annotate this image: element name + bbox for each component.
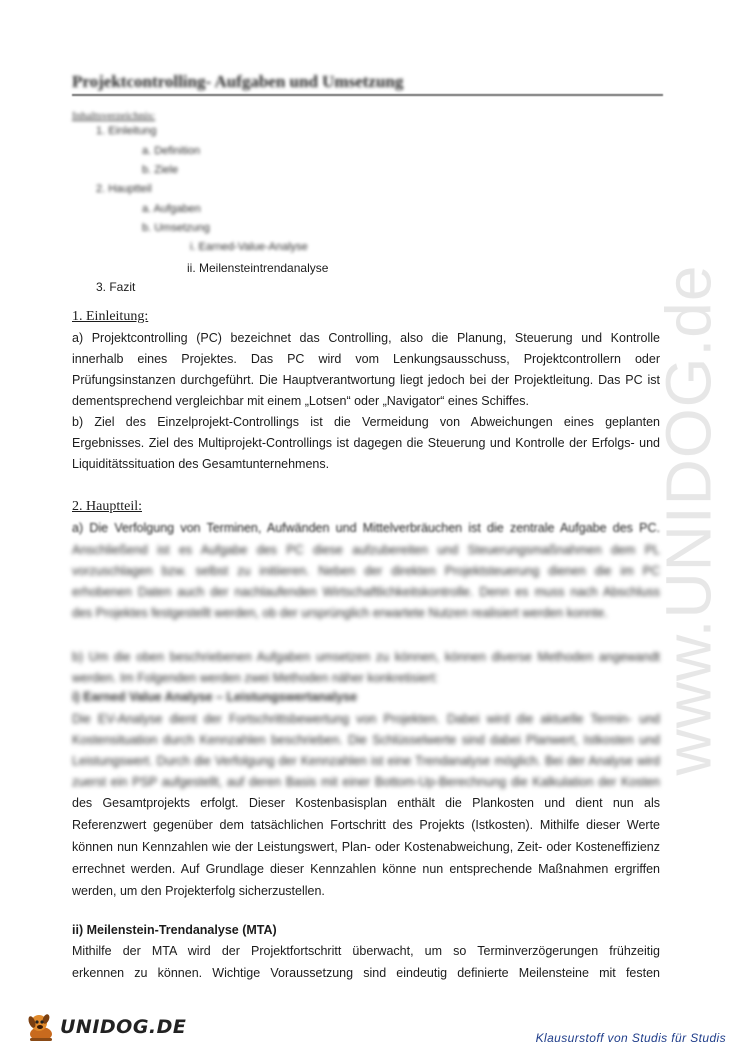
- paragraph-line: Leistungswert. Durch die Verfolgung der Kennzahlen ist eine Trendanalyse möglich. Bei der Analyse wird: [72, 754, 660, 768]
- paragraph-line: Ergebnisses. Ziel des Multiprojekt-Controllings ist dagegen die Steuerung und Kontrolle der Erfolgs- und: [72, 436, 660, 450]
- paragraph-line: zuerst ein PSP aufgestellt, auf deren Basis mit einer Bottom-Up-Berechnung die Kalkulation der Kosten: [72, 775, 660, 789]
- paragraph-line: Prüfungsinstanzen durchgeführt. Die Hauptverantwortung liegt jedoch bei der Projektleitung. Das PC ist: [72, 373, 660, 387]
- paragraph-line: b) Um die oben beschriebenen Aufgaben umsetzen zu können, können diverse Methoden angewandt: [72, 650, 660, 664]
- paragraph-line: b) Ziel des Einzelprojekt-Controllings ist die Vermeidung von Abweichungen eines geplanten: [72, 415, 660, 429]
- toc-heading: Inhaltsverzeichnis:: [72, 110, 156, 122]
- paragraph-line: des Projektes festgestellt werden, ob der ursprünglich erwartete Nutzen realisiert werden konnte.: [72, 606, 608, 620]
- paragraph-line: Referenzwert gegenüber dem tatsächlichen Fortschritt des Projekts (Istkosten). Mithilfe dieser Werte: [72, 818, 660, 832]
- dog-mascot-icon: [24, 1010, 58, 1044]
- paragraph-line: a) Projektcontrolling (PC) bezeichnet das Controlling, also die Planung, Steuerung und Kontrolle: [72, 331, 660, 345]
- subsection-heading-earned-value: i) Earned Value Analyse – Leistungswertanalyse: [72, 690, 358, 704]
- toc-item: 2. Hauptteil: [96, 183, 152, 195]
- paragraph-line: erhobenen Daten auch der nachlaufenden Wirtschaftlichkeitskontrolle. Denn es muss nach Abschluss: [72, 585, 660, 599]
- paragraph-line: des Gesamtprojekts erfolgt. Dieser Kostenbasisplan enthält die Plankosten und dient nun als: [72, 796, 660, 810]
- paragraph-line: innerhalb eines Projektes. Das PC wird vom Lenkungsausschuss, Projektcontrollern oder: [72, 352, 660, 366]
- toc-item: b. Umsetzung: [142, 222, 210, 234]
- watermark-text: www.UNIDOG.de: [652, 264, 724, 776]
- watermark: [618, 264, 750, 776]
- paragraph-line: Kostensituation durch Kennzahlen beschrieben. Die Schlüsselwerte sind dabei Planwert, Istkosten und: [72, 733, 660, 747]
- subsection-heading-mta: ii) Meilenstein-Trendanalyse (MTA): [72, 923, 277, 937]
- toc-item: 1. Einleitung: [96, 125, 157, 137]
- section-heading-hauptteil: 2. Hauptteil:: [72, 499, 142, 514]
- paragraph-line: Die EV-Analyse dient der Fortschrittsbewertung von Projekten. Dabei wird die aktuelle Termin- und: [72, 712, 660, 726]
- paragraph-line: a) Die Verfolgung von Terminen, Aufwänden und Mittelverbräuchen ist die zentrale Aufgabe des PC.: [72, 521, 660, 535]
- paragraph-line: erkennen zu können. Wichtige Voraussetzung sind eindeutig definierte Meilensteine mit festen: [72, 966, 660, 980]
- paragraph-line: können nun Kennzahlen wie der Leistungswert, Plan- oder Kostenabweichung, Zeit- oder Kosteneffizienz: [72, 840, 660, 854]
- toc-item: a. Definition: [142, 145, 201, 157]
- document-title: Projektcontrolling- Aufgaben und Umsetzung: [72, 72, 404, 91]
- paragraph-line: Liquiditätssituation des Gesamtunternehmens.: [72, 457, 330, 471]
- section-heading-einleitung: 1. Einleitung:: [72, 309, 149, 324]
- toc-item: i. Earned-Value-Analyse: [190, 241, 308, 253]
- paragraph-line: dementsprechend vergleichbar mit einem „Lotsen“ oder „Navigator“ eines Schiffes.: [72, 394, 529, 408]
- paragraph-line: errechnet werden. Auf Grundlage dieser Kennzahlen könne nun entsprechende Maßnahmen ergriffen: [72, 862, 660, 876]
- paragraph-line: werden, um den Projekterfolg sicherzustellen.: [72, 884, 325, 898]
- footer-logo: [24, 1010, 186, 1044]
- paragraph-line: Mithilfe der MTA wird der Projektfortschritt überwacht, um so Terminverzögerungen frühzeitig: [72, 944, 660, 958]
- footer-tagline: Klausurstoff von Studis für Studis: [535, 1031, 726, 1045]
- title-underline: [72, 94, 663, 96]
- toc-item: a. Aufgaben: [142, 203, 201, 215]
- paragraph-line: werden. Im Folgenden werden zwei Methoden näher konkretisiert:: [72, 671, 439, 685]
- paragraph-line: vorzuschlagen bzw. selbst zu initiieren. Neben der direkten Projektsteuerung dienen die im PC: [72, 564, 660, 578]
- toc-item: 3. Fazit: [96, 280, 136, 294]
- logo-text: UNIDOG.DE: [60, 1016, 187, 1038]
- paragraph-line: Anschließend ist es Aufgabe des PC diese aufzubereiten und Steuerungsmaßnahmen dem PL: [72, 543, 660, 557]
- toc-item: ii. Meilensteintrendanalyse: [187, 261, 329, 275]
- toc-item: b. Ziele: [142, 164, 179, 176]
